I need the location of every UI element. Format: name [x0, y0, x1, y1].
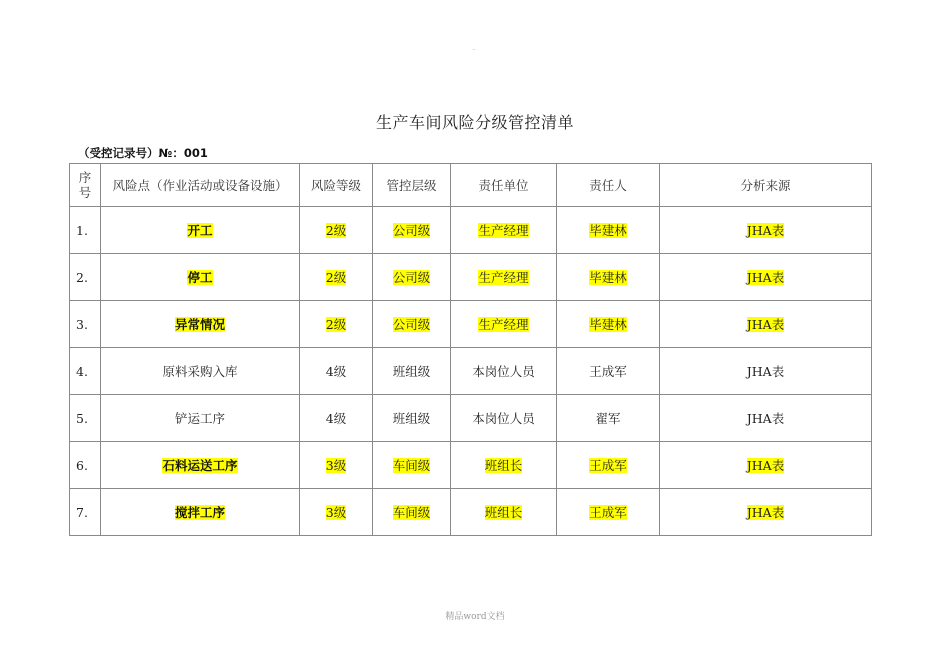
risk-point-cell: [101, 207, 300, 254]
control-tier: 车间级: [392, 505, 431, 520]
responsible-unit: 本岗位人员: [472, 364, 535, 379]
risk-level-cell: [300, 207, 373, 254]
analysis-source-cell: [660, 207, 872, 254]
table-row: [70, 489, 872, 536]
table-row: [70, 207, 872, 254]
analysis-source-cell: [660, 254, 872, 301]
header-analysis-source: 分析来源: [660, 164, 872, 207]
row-number: 4.: [70, 348, 101, 395]
responsible-unit-cell: [451, 489, 557, 536]
risk-level-cell: [300, 254, 373, 301]
table-row: [70, 442, 872, 489]
record-number: （受控记录号）№：001: [78, 146, 208, 160]
risk-point: 开工: [187, 223, 213, 238]
risk-level: 2级: [325, 317, 347, 332]
row-number: 2.: [70, 254, 101, 301]
risk-control-table: [69, 163, 872, 536]
control-tier: 车间级: [392, 458, 431, 473]
table-row: [70, 395, 872, 442]
analysis-source: JHA表: [746, 223, 785, 238]
analysis-source-cell: [660, 348, 872, 395]
analysis-source: JHA表: [746, 364, 785, 379]
responsible-person: 毕建林: [589, 270, 627, 285]
responsible-unit-cell: [451, 207, 557, 254]
risk-level-cell: [300, 348, 373, 395]
risk-level: 3级: [325, 458, 347, 473]
analysis-source: JHA表: [746, 411, 785, 426]
control-tier-cell: [373, 254, 451, 301]
responsible-unit: 班组长: [484, 505, 523, 520]
responsible-unit: 生产经理: [478, 223, 529, 238]
header-seq: 序号: [70, 164, 101, 207]
risk-point-cell: [101, 254, 300, 301]
responsible-person-cell: [557, 207, 660, 254]
risk-point-cell: [101, 301, 300, 348]
responsible-person: 王成军: [589, 458, 627, 473]
risk-point: 原料采购入库: [162, 364, 238, 379]
analysis-source: JHA表: [746, 317, 785, 332]
row-number: 6.: [70, 442, 101, 489]
header-responsible-person: 责任人: [557, 164, 660, 207]
control-tier: 班组级: [392, 364, 431, 379]
responsible-unit-cell: [451, 442, 557, 489]
responsible-person: 翟军: [595, 411, 621, 426]
table-header-row: [70, 164, 872, 207]
header-control-tier: 管控层级: [373, 164, 451, 207]
risk-point-cell: [101, 395, 300, 442]
analysis-source: JHA表: [746, 505, 785, 520]
responsible-unit: 班组长: [484, 458, 523, 473]
table-row: [70, 301, 872, 348]
responsible-unit: 生产经理: [478, 317, 529, 332]
document-title: 生产车间风险分级管控清单: [375, 113, 574, 132]
analysis-source-cell: [660, 395, 872, 442]
responsible-person-cell: [557, 348, 660, 395]
header-risk-point: 风险点（作业活动或设备设施）: [101, 164, 300, 207]
row-number: 3.: [70, 301, 101, 348]
risk-level: 4级: [325, 411, 347, 426]
table-row: [70, 348, 872, 395]
risk-level-cell: [300, 301, 373, 348]
responsible-unit-cell: [451, 395, 557, 442]
risk-point-cell: [101, 489, 300, 536]
responsible-person-cell: [557, 442, 660, 489]
responsible-person-cell: [557, 395, 660, 442]
risk-level-cell: [300, 489, 373, 536]
responsible-unit-cell: [451, 301, 557, 348]
risk-point: 铲运工序: [174, 411, 225, 426]
responsible-unit-cell: [451, 348, 557, 395]
risk-point-cell: [101, 348, 300, 395]
analysis-source: JHA表: [746, 458, 785, 473]
control-tier-cell: [373, 395, 451, 442]
control-tier: 公司级: [392, 270, 431, 285]
control-tier-cell: [373, 348, 451, 395]
analysis-source-cell: [660, 442, 872, 489]
analysis-source-cell: [660, 301, 872, 348]
control-tier: 公司级: [392, 317, 431, 332]
risk-level: 2级: [325, 223, 347, 238]
risk-level: 4级: [325, 364, 347, 379]
risk-point: 停工: [187, 270, 213, 285]
risk-point: 石料运送工序: [162, 458, 238, 473]
responsible-person: 毕建林: [589, 317, 627, 332]
row-number: 1.: [70, 207, 101, 254]
responsible-unit-cell: [451, 254, 557, 301]
responsible-person-cell: [557, 489, 660, 536]
analysis-source: JHA表: [746, 270, 785, 285]
responsible-person-cell: [557, 301, 660, 348]
risk-level: 3级: [325, 505, 347, 520]
control-tier-cell: [373, 207, 451, 254]
responsible-unit: 生产经理: [478, 270, 529, 285]
control-tier-cell: [373, 489, 451, 536]
page-footer: 精品word文档: [445, 612, 505, 622]
control-tier: 公司级: [392, 223, 431, 238]
risk-point-cell: [101, 442, 300, 489]
control-tier: 班组级: [392, 411, 431, 426]
page-mark: .: [473, 45, 475, 52]
header-responsible-unit: 责任单位: [451, 164, 557, 207]
risk-level: 2级: [325, 270, 347, 285]
risk-level-cell: [300, 442, 373, 489]
analysis-source-cell: [660, 489, 872, 536]
responsible-person-cell: [557, 254, 660, 301]
table-row: [70, 254, 872, 301]
risk-point: 搅拌工序: [174, 505, 225, 520]
row-number: 7.: [70, 489, 101, 536]
risk-level-cell: [300, 395, 373, 442]
control-tier-cell: [373, 301, 451, 348]
responsible-unit: 本岗位人员: [472, 411, 535, 426]
header-risk-level: 风险等级: [300, 164, 373, 207]
control-tier-cell: [373, 442, 451, 489]
row-number: 5.: [70, 395, 101, 442]
responsible-person: 王成军: [589, 364, 627, 379]
responsible-person: 毕建林: [589, 223, 627, 238]
risk-point: 异常情况: [174, 317, 225, 332]
responsible-person: 王成军: [589, 505, 627, 520]
